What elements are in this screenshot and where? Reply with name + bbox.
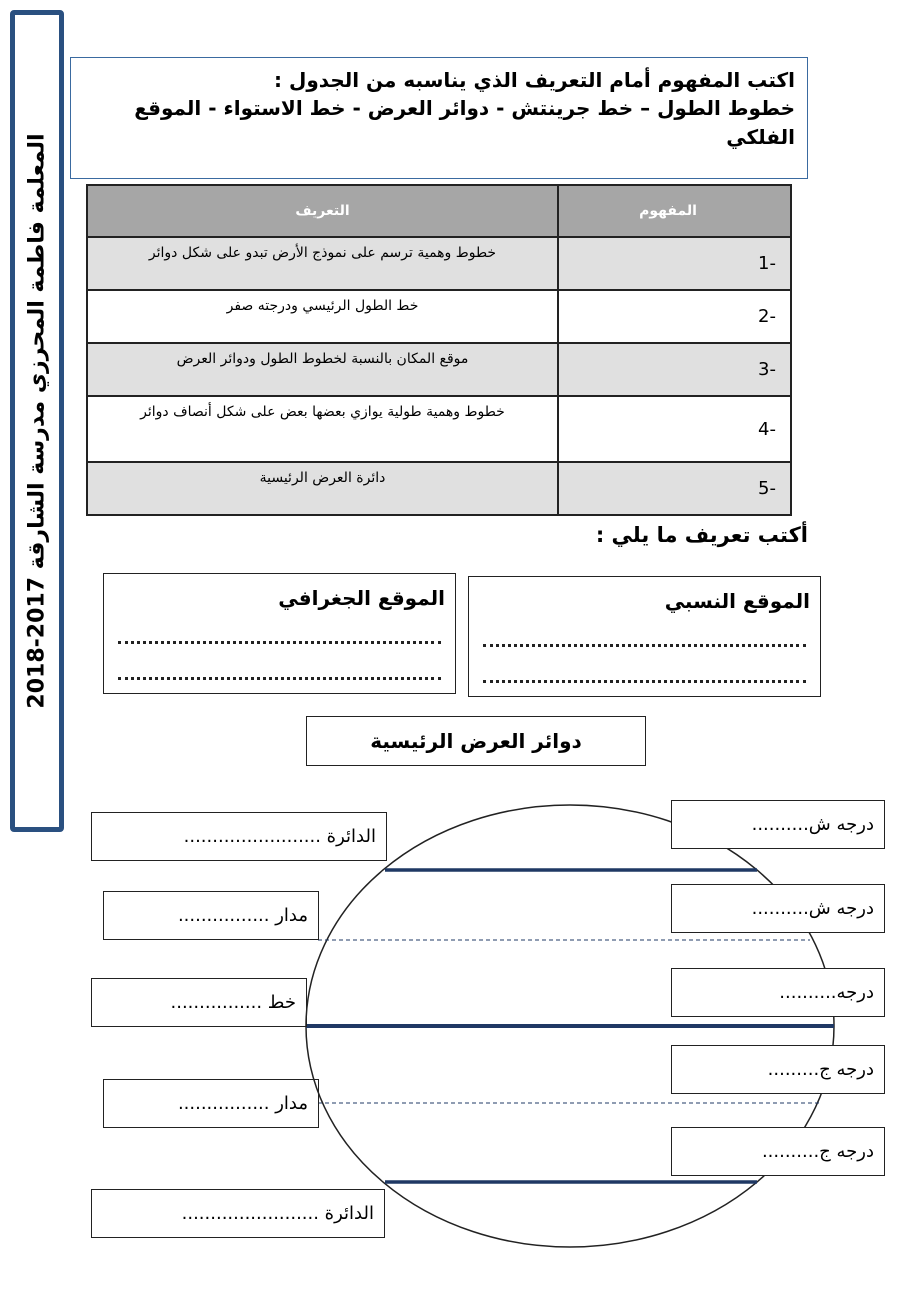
label-arctic-circle[interactable]: الدائرة ........................ (91, 812, 387, 861)
label-tropic-capricorn[interactable]: مدار ................ (103, 1079, 319, 1128)
label-antarctic-circle[interactable]: الدائرة ........................ (91, 1189, 385, 1238)
row-definition: خطوط وهمية ترسم على نموذج الأرض تبدو على شكل دوائر (87, 237, 558, 290)
row-number[interactable]: -5 (558, 462, 791, 515)
row-definition: موقع المكان بالنسبة لخطوط الطول ودوائر العرض (87, 343, 558, 396)
instruction-line-2: خطوط الطول – خط جرينتش - دوائر العرض - خط الاستواء - الموقع الفلكي (134, 96, 795, 149)
define-heading: أكتب تعريف ما يلي : (595, 523, 808, 547)
instruction-line-1: اكتب المفهوم أمام التعريف الذي يناسبه من الجدول : (274, 68, 795, 92)
row-definition: خط الطول الرئيسي ودرجته صفر (87, 290, 558, 343)
row-number[interactable]: -3 (558, 343, 791, 396)
row-number[interactable]: -1 (558, 237, 791, 290)
label-equator[interactable]: خط ................ (91, 978, 307, 1027)
diagram-title: دوائر العرض الرئيسية (306, 716, 646, 766)
header-concept: المفهوم (558, 185, 791, 237)
degree-tropic-cancer[interactable]: درجه ش.......... (671, 884, 885, 933)
degree-arctic-circle[interactable]: درجه ش.......... (671, 800, 885, 849)
geographic-location-title: الموقع الجغرافي (278, 586, 445, 610)
row-definition: خطوط وهمية طولية يوازي بعضها بعض على شكل أنصاف دوائر (87, 396, 558, 462)
relative-location-title: الموقع النسبي (664, 589, 810, 613)
row-number[interactable]: -4 (558, 396, 791, 462)
degree-equator[interactable]: درجه.......... (671, 968, 885, 1017)
degree-antarctic-circle[interactable]: درجه ج.......... (671, 1127, 885, 1176)
label-tropic-cancer[interactable]: مدار ................ (103, 891, 319, 940)
degree-tropic-capricorn[interactable]: درجه ج......... (671, 1045, 885, 1094)
header-definition: التعريف (87, 185, 558, 237)
row-number[interactable]: -2 (558, 290, 791, 343)
row-definition: دائرة العرض الرئيسية (87, 462, 558, 515)
side-banner-text: المعلمة فاطمة المحرزي مدرسة الشارقة 2017-2018 (24, 133, 50, 709)
